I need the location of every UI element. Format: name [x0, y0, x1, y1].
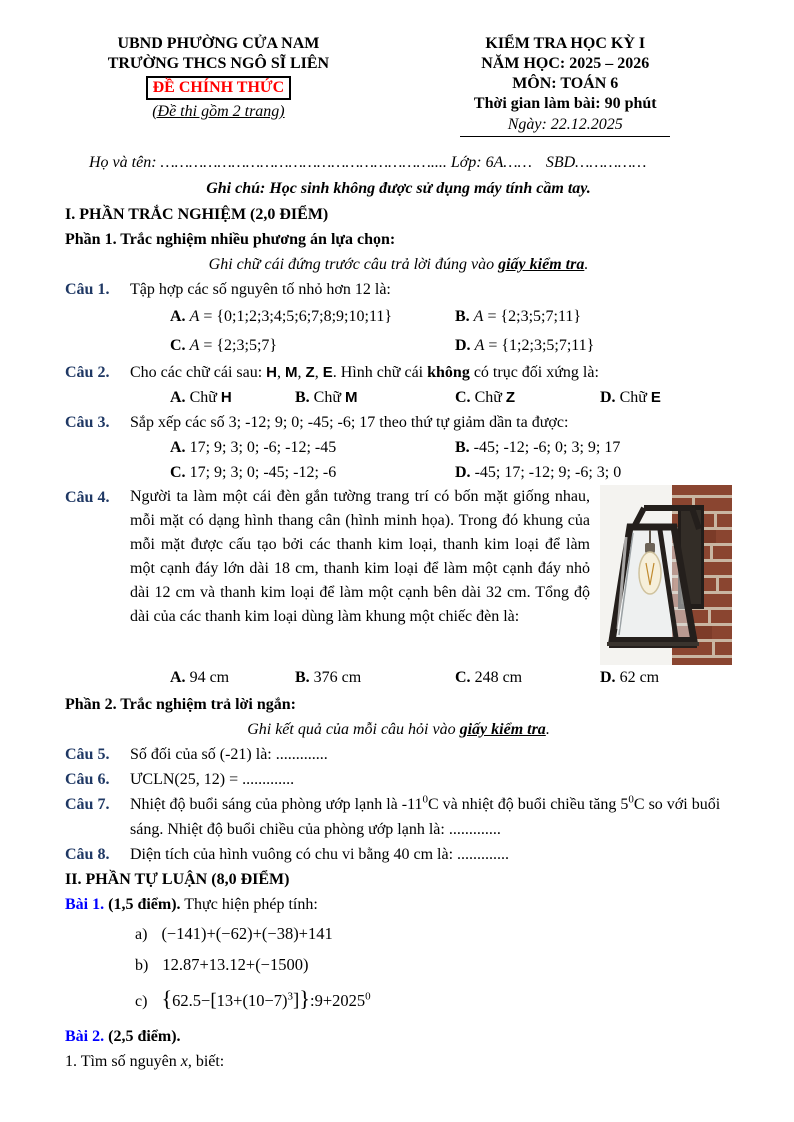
- part1-instruction: [65, 252, 732, 277]
- exercise-2-heading: [65, 1024, 732, 1049]
- option-d: D. A = {1;2;3;5;7;11}: [455, 337, 595, 354]
- part1-instruction-prefix: Ghi chữ cái đứng trước câu trả lời đúng vào: [208, 256, 499, 273]
- question-2-body: [130, 360, 732, 410]
- exercise-2-points: (2,5 điểm).: [108, 1028, 181, 1045]
- question-4-body: [130, 485, 732, 690]
- sbd-label: SBD……………: [545, 154, 647, 171]
- question-2-label: Câu 2.: [65, 364, 110, 381]
- option-b: B. -45; -12; -6; 0; 3; 9; 17: [455, 439, 621, 456]
- option-c: C. A = {2;3;5;7}: [170, 337, 278, 354]
- option-a: A. Chữ H: [170, 389, 232, 406]
- option-b: B. 376 cm: [295, 669, 362, 686]
- exercise-1-label: Bài 1.: [65, 896, 105, 913]
- option-d: D. -45; 17; -12; 9; -6; 3; 0: [455, 464, 622, 481]
- option-a: A. 17; 9; 3; 0; -6; -12; -45: [170, 439, 337, 456]
- option-d: D. 62 cm: [600, 669, 660, 686]
- question-4-options: [170, 665, 732, 690]
- school-name: TRƯỜNG THCS NGÔ SĨ LIÊN: [107, 55, 330, 72]
- question-3-body: [130, 410, 732, 485]
- question-1-options: [170, 302, 732, 360]
- header-divider: [460, 136, 670, 137]
- pages-note: (Đề thi gồm 2 trang): [152, 103, 285, 120]
- option-c: C. Chữ Z: [455, 389, 516, 406]
- question-6: [65, 767, 732, 792]
- option-b: B. A = {2;3;5;7;11}: [455, 308, 582, 325]
- option-b: B. Chữ M: [295, 389, 358, 406]
- exercise-1-heading: [65, 892, 732, 917]
- exercise-1-item-c: c) $\{62.5-[13+(10-7)^3]\}:9+2025^0$: [135, 981, 732, 1020]
- part2-instruction: [65, 717, 732, 742]
- question-5: [65, 742, 732, 767]
- question-3-options: [170, 435, 732, 485]
- question-4-content: [130, 485, 732, 665]
- exam-date: Ngày: 22.12.2025: [507, 116, 623, 133]
- header-left: [65, 34, 372, 137]
- part1-instruction-emphasis: giấy kiểm tra: [498, 256, 585, 273]
- question-2-options: [170, 385, 732, 410]
- official-exam-stamp: ĐỀ CHÍNH THỨC: [146, 76, 292, 100]
- math-expression-b: 12.87+13.12+(−1500): [162, 955, 309, 974]
- question-7-label: Câu 7.: [65, 796, 110, 813]
- class-label: Lớp: 6A……: [446, 154, 532, 171]
- question-8-text: Diện tích của hình vuông có chu vi bằng 40 cm là: .............: [130, 846, 510, 863]
- question-6-text: ƯCLN(25, 12) = .............: [130, 771, 295, 788]
- header: [65, 34, 732, 137]
- question-1-text: Tập hợp các số nguyên tố nhỏ hơn 12 là:: [130, 281, 391, 298]
- question-3-text: Sắp xếp các số 3; -12; 9; 0; -45; -6; 17 theo thứ tự giảm dần ta được:: [130, 414, 569, 431]
- exam-title: KIỂM TRA HỌC KỲ I: [485, 35, 646, 52]
- question-3-label: Câu 3.: [65, 414, 110, 431]
- option-c: C. 248 cm: [455, 669, 523, 686]
- department-name: UBND PHƯỜNG CỬA NAM: [117, 35, 320, 52]
- option-a: A. A = {0;1;2;3;4;5;6;7;8;9;10;11}: [170, 308, 393, 325]
- question-4-label: Câu 4.: [65, 489, 110, 506]
- question-1-body: [130, 277, 732, 360]
- question-4: [65, 485, 732, 690]
- exam-note: Ghi chú: Học sinh không được sử dụng máy tính cầm tay.: [206, 180, 591, 197]
- part2-instruction-emphasis: giấy kiểm tra: [459, 721, 546, 738]
- question-5-text: Số đối của số (-21) là: .............: [130, 746, 328, 763]
- option-d: D. Chữ E: [600, 389, 661, 406]
- part1-instruction-suffix: .: [584, 256, 589, 273]
- section2-title: II. PHẦN TỰ LUẬN (8,0 ĐIỂM): [65, 871, 290, 888]
- exercise-2-label: Bài 2.: [65, 1028, 105, 1045]
- question-6-label: Câu 6.: [65, 771, 110, 788]
- exercise-2-sub1: 1. Tìm số nguyên x, biết:: [65, 1053, 225, 1070]
- math-expression-a: (−141)+(−62)+(−38)+141: [161, 924, 333, 943]
- question-1-label: Câu 1.: [65, 281, 110, 298]
- wall-lantern-photo: [600, 485, 732, 665]
- wall-lantern-illustration: [600, 485, 732, 665]
- exercise-1-item-a: a) (−141)+(−62)+(−38)+141: [135, 919, 732, 950]
- question-8: [65, 842, 732, 867]
- exercise-1-item-b: b) 12.87+13.12+(−1500): [135, 950, 732, 981]
- part2-instruction-suffix: .: [545, 721, 550, 738]
- section1-title: I. PHẦN TRẮC NGHIỆM (2,0 ĐIỂM): [65, 206, 329, 223]
- question-4-text: Người ta làm một cái đèn gắn tường trang trí có bốn mặt giống nhau, mỗi mặt có dạng hình thang cân (hình minh họa). Trong đó khung của mỗi mặt được cấu tạo bởi các thanh kim loại, thanh kim loại để làm một cạnh đáy lớn dài 18 cm, thanh kim loại để làm một cạnh đáy nhỏ dài 12 cm và thanh kim loại để làm một cạnh bên dài 32 cm. Tổng độ dài của các thanh kim loại dùng làm khung một chiếc đèn là:: [130, 488, 590, 625]
- name-blank: …………………………………………………....: [160, 154, 447, 171]
- question-2: [65, 360, 732, 410]
- question-7-text: Nhiệt độ buổi sáng của phòng ướp lạnh là $-11^0C$ và nhiệt độ buổi chiều tăng $5^0C$ so với buổi sáng. Nhiệt độ buổi chiều của phòng ướp lạnh là: .............: [130, 793, 721, 838]
- part1-title: Phần 1. Trắc nghiệm nhiều phương án lựa chọn:: [65, 231, 396, 248]
- degree-sup: 0: [628, 793, 634, 806]
- question-1: [65, 277, 732, 360]
- option-c: C. 17; 9; 3; 0; -45; -12; -6: [170, 464, 337, 481]
- question-5-label: Câu 5.: [65, 746, 110, 763]
- official-stamp-wrap: [65, 74, 372, 100]
- question-7: [65, 792, 732, 842]
- school-year: NĂM HỌC: 2025 – 2026: [481, 55, 650, 72]
- degree-sup: 0: [422, 793, 428, 806]
- exercise-1-task: Thực hiện phép tính:: [180, 896, 318, 913]
- math-expression-c: $\{62.5-[13+(10-7)^3]\}:9+2025^0$: [161, 986, 371, 1011]
- student-info-line: [89, 152, 732, 174]
- part2-title: Phần 2. Trắc nghiệm trả lời ngắn:: [65, 696, 296, 713]
- question-8-label: Câu 8.: [65, 846, 110, 863]
- header-right: [399, 34, 733, 137]
- variable-x: x: [180, 1053, 188, 1070]
- part2-instruction-prefix: Ghi kết quả của mỗi câu hỏi vào: [247, 721, 460, 738]
- subject-name: MÔN: TOÁN 6: [512, 75, 619, 92]
- name-label: Họ và tên:: [89, 154, 161, 171]
- option-a: A. 94 cm: [170, 669, 230, 686]
- exercise-1-points: (1,5 điểm).: [108, 896, 181, 913]
- question-2-text: Cho các chữ cái sau: H, M, Z, E. Hình chữ cái không có trục đối xứng là:: [130, 364, 599, 381]
- exam-duration: Thời gian làm bài: 90 phút: [473, 95, 657, 112]
- question-3: [65, 410, 732, 485]
